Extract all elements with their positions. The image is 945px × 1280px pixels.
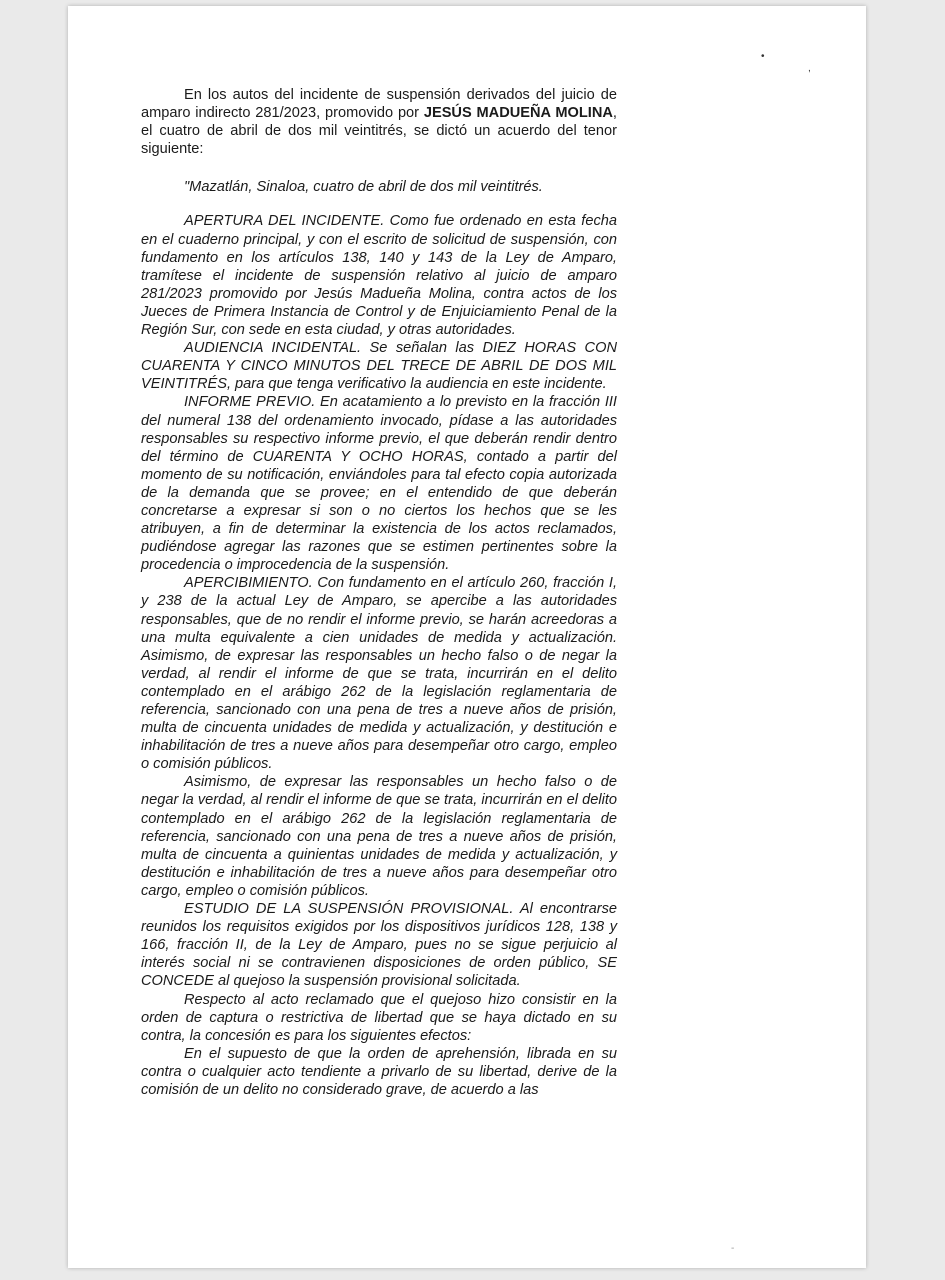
paragraph-supuesto: En el supuesto de que la orden de aprehensión, librada en su contra o cualquier acto tendiente a privarlo de su libertad, derive de la comisión de un delito no considerado grave, de acuerdo a las [141,1045,617,1098]
paragraph-apertura: APERTURA DEL INCIDENTE. Como fue ordenado en esta fecha en el cuaderno principal, y con el escrito de solicitud de suspensión, con fundamento en los artículos 138, 140 y 143 de la Ley de Amparo, tramítese el incidente de suspensión relativo al juicio de amparo 281/2023 promovido por Jesús Madueña Molina, contra actos de los Jueces de Primera Instancia de Control y de Enjuiciamiento Penal de la Región Sur, con sede en esta ciudad, y otras autoridades. [141,213,617,339]
paragraph-audiencia: AUDIENCIA INCIDENTAL. Se señalan las DIEZ HORAS CON CUARENTA Y CINCO MINUTOS DEL TRECE DE ABRIL DE DOS MIL VEINTITRÉS, para que tenga verificativo la audiencia en este incidente. [141,340,617,393]
page-speck-mark: , [808,63,811,74]
document-page [68,6,866,1268]
intro-text-end: , el cuatro de abril de dos mil veintitrés, se dictó un acuerdo del tenor siguiente: [141,105,617,158]
page-speck-mark: - [731,1243,735,1254]
paragraph-estudio-suspension: ESTUDIO DE LA SUSPENSIÓN PROVISIONAL. Al encontrarse reunidos los requisitos exigidos por los dispositivos jurídicos 128, 138 y 166, fracción II, de la Ley de Amparo, pues no se sigue perjuicio al interés social ni se contravienen disposiciones de orden público, SE CONCEDE al quejoso la suspensión provisional solicitada. [141,901,617,990]
page-speck-mark: • [761,51,765,62]
intro-paragraph [141,86,617,158]
paragraph-acto-reclamado: Respecto al acto reclamado que el quejoso hizo consistir en la orden de captura o restrictiva de libertad que se haya dictado en su contra, la concesión es para los siguientes efectos: [141,991,617,1044]
promovente-name: JESÚS MADUEÑA MOLINA [423,105,613,122]
paragraph-apercibimiento: APERCIBIMIENTO. Con fundamento en el artículo 260, fracción I, y 238 de la actual Ley de Amparo, se apercibe a las autoridades responsables, que de no rendir el informe previo, se harán acreedoras a una multa equivalente a cien unidades de medida y actualización. Asimismo, de expresar las responsables un hecho falso o de negar la verdad, al rendir el informe de que se trata, incurrirán en el delito contemplado en el arábigo 262 de la legislación reglamentaria de referencia, sancionado con una pena de tres a nueve años de prisión, multa de cincuenta unidades de medida y actualización, y destitución e inhabilitación de tres a nueve años para desempeñar otro cargo, empleo o comisión públicos. [141,575,617,773]
intro-text: En los autos del incidente de suspensión derivados del juicio de amparo indirecto 281/2023, promovido por [141,87,617,122]
paragraph-informe-previo: INFORME PREVIO. En acatamiento a lo previsto en la fracción III del numeral 138 del ordenamiento invocado, pídase a las autoridades responsables su respectivo informe previo, el que deberán rendir dentro del término de CUARENTA Y OCHO HORAS, contado a partir del momento de su notificación, enviándoles para tal efecto copia autorizada de la demanda que se provee; en el entendido de que deberán concretarse a expresar si son o no ciertos los hechos que se les atribuyen, a fin de determinar la existencia de los actos reclamados, pudiéndose agregar las razones que se estimen pertinentes sobre la procedencia o improcedencia de la suspensión. [141,394,617,574]
paragraph-asimismo: Asimismo, de expresar las responsables un hecho falso o de negar la verdad, al rendir el informe de que se trata, incurrirán en el delito contemplado en el arábigo 262 de la legislación reglamentaria de referencia, sancionado con una pena de tres a nueve años de prisión, multa de cincuenta a quinientas unidades de medida y actualización, y destitución e inhabilitación de tres a nueve años para desempeñar otro cargo, empleo o comisión públicos. [141,774,617,899]
dateline: "Mazatlán, Sinaloa, cuatro de abril de dos mil veintitrés. [184,179,543,196]
document-body [141,86,617,1099]
